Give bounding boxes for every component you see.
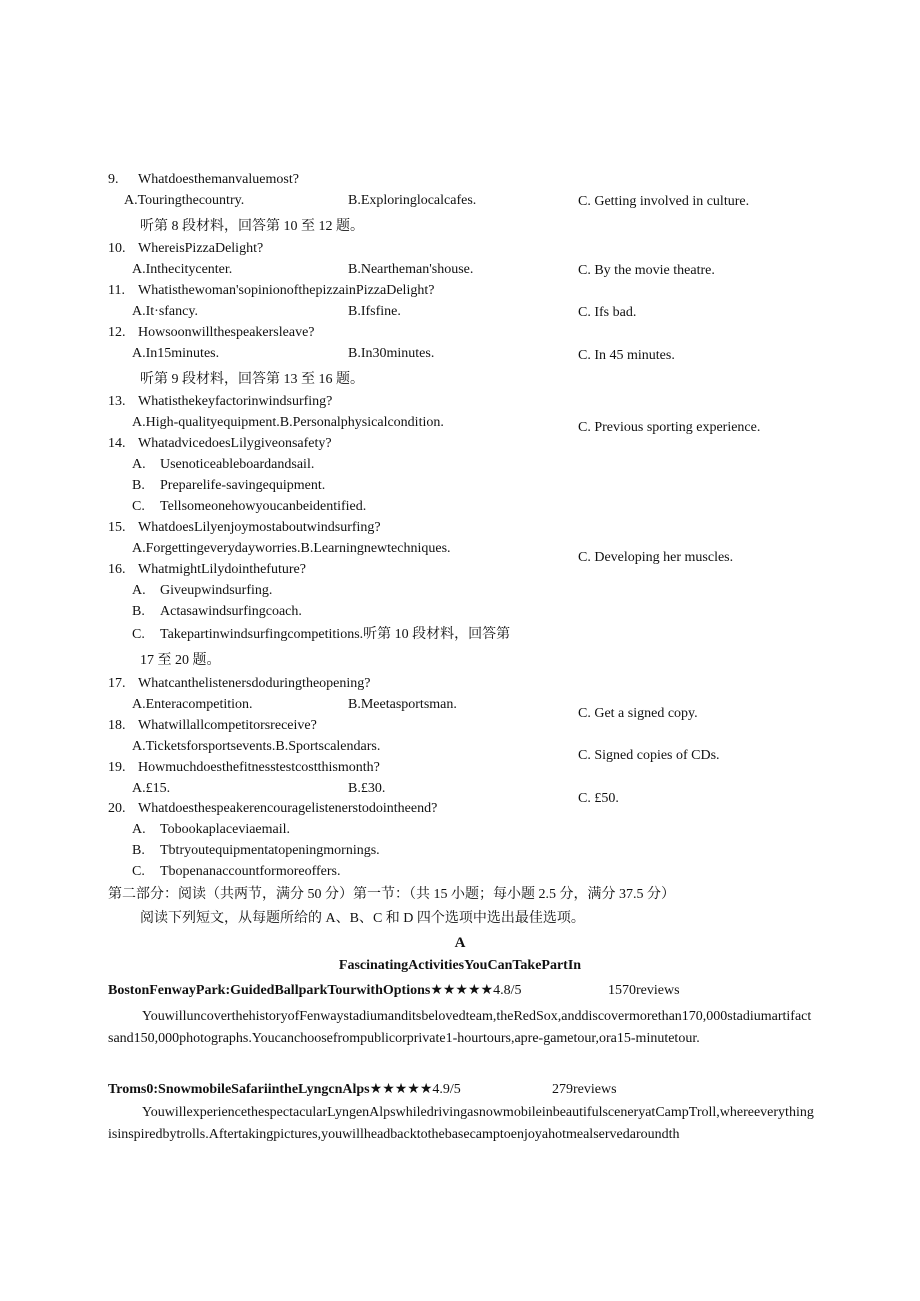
tour-title: BostonFenwayPark:GuidedBallparkTourwithOptions: [108, 983, 431, 998]
option-ab: A.Ticketsforsportsevents.B.Sportscalendars.: [132, 739, 381, 754]
question-stem: 11. Whatisthewoman'sopinionofthepizzainPizzaDelight?: [108, 283, 435, 298]
option-c: C. Previous sporting experience.: [578, 420, 761, 435]
passage-title: FascinatingActivitiesYouCanTakePartIn: [338, 958, 582, 973]
option-c: C. £50.: [578, 791, 619, 806]
question-stem: 17. Whatcanthelistenersdoduringtheopening?: [108, 676, 371, 691]
tour-header: [108, 982, 521, 1000]
passage-letter: A: [454, 935, 466, 951]
option-b: B.Exploringlocalcafes.: [348, 193, 477, 208]
question-stem: 20. Whatdoesthespeakerencouragelistenerstodointheend?: [108, 801, 438, 816]
section-instruction: 听第 9 段材料，回答第 13 至 16 题。: [140, 372, 364, 387]
option-a: A. Giveupwindsurfing.: [132, 583, 273, 598]
question-stem: 13. Whatisthekeyfactorinwindsurfing?: [108, 394, 333, 409]
review-count: 1570reviews: [608, 983, 680, 998]
option-c: C. By the movie theatre.: [578, 263, 715, 278]
option-a: A.It·sfancy.: [132, 304, 198, 319]
star-rating-icon: ★★★★★: [369, 1082, 433, 1097]
question-stem: 15. WhatdoesLilyenjoymostaboutwindsurfing?: [108, 520, 381, 535]
option-c: C. Get a signed copy.: [578, 706, 698, 721]
option-a: A.Enteracompetition.: [132, 697, 253, 712]
option-b: B.£30.: [348, 781, 386, 796]
question-stem: 10. WhereisPizzaDelight?: [108, 241, 264, 256]
option-b: B. Tbtryoutequipmentatopeningmornings.: [132, 843, 380, 858]
review-count: 279reviews: [552, 1082, 617, 1097]
question-stem: 18. Whatwillallcompetitorsreceive?: [108, 718, 317, 733]
question-stem: 19. Howmuchdoesthefitnesstestcostthismonth?: [108, 760, 380, 775]
rating-value: 4.9/5: [432, 1082, 461, 1097]
option-c: C. Tellsomeonehowyoucanbeidentified.: [132, 499, 367, 514]
question-stem: 16. WhatmightLilydointhefuture?: [108, 562, 306, 577]
question-stem: 12. Howsoonwillthespeakersleave?: [108, 325, 315, 340]
tour-header: [108, 1081, 461, 1099]
option-ab: A.Forgettingeverydayworries.B.Learningnewtechniques.: [132, 541, 451, 556]
part-instruction: 阅读下列短文，从每题所给的 A、B、C 和 D 四个选项中选出最佳选项。: [140, 911, 585, 926]
option-b: B.Neartheman'shouse.: [348, 262, 474, 277]
option-c: C. Signed copies of CDs.: [578, 748, 720, 763]
rating-value: 4.8/5: [493, 983, 522, 998]
section-instruction-cont: 17 至 20 题。: [140, 653, 221, 668]
tour-title: Troms0:SnowmobileSafariintheLyngcnAlps: [108, 1082, 370, 1097]
option-a: A.£15.: [132, 781, 171, 796]
option-c: C. Takepartinwindsurfingcompetitions.听第 10 段材料，回答第: [132, 627, 511, 642]
option-b: B. Preparelife-savingequipment.: [132, 478, 326, 493]
option-c: C. In 45 minutes.: [578, 348, 675, 363]
option-c: C. Developing her muscles.: [578, 550, 734, 565]
question-stem: 14. WhatadvicedoesLilygiveonsafety?: [108, 436, 332, 451]
option-b: B.In30minutes.: [348, 346, 435, 361]
star-rating-icon: ★★★★★: [430, 983, 494, 998]
option-b: B.Ifsfine.: [348, 304, 401, 319]
option-a: A. Tobookaplaceviaemail.: [132, 822, 291, 837]
option-b: B.Meetasportsman.: [348, 697, 457, 712]
option-c: C. Ifs bad.: [578, 305, 637, 320]
tour-description: YouwillexperiencethespectacularLyngenAlpswhiledrivingasnowmobileinbeautifulsceneryatCampTroll,whereeverythingisinspiredbytrolls.Aftertakingpictures,youwillheadbacktothebasecamptoenjoyahotmealservedaroundth: [108, 1105, 814, 1142]
option-a: A. Usenoticeableboardandsail.: [132, 457, 315, 472]
option-c: C. Getting involved in culture.: [578, 194, 750, 209]
option-c: C. Tbopenanaccountformoreoffers.: [132, 864, 341, 879]
option-ab: A.High-qualityequipment.B.Personalphysicalcondition.: [132, 415, 444, 430]
section-instruction: 听第 8 段材料，回答第 10 至 12 题。: [140, 219, 364, 234]
option-a: A.In15minutes.: [132, 346, 220, 361]
option-a: A.Inthecitycenter.: [132, 262, 233, 277]
option-a: A.Touringthecountry.: [124, 193, 245, 208]
option-b: B. Actasawindsurfingcoach.: [132, 604, 302, 619]
part-heading: 第二部分：阅读（共两节，满分 50 分）第一节：（共 15 小题；每小题 2.5 分，满分 37.5 分）: [108, 887, 675, 902]
section-instruction: 听第 10 段材料，回答第: [363, 627, 511, 642]
tour-description: YouwilluncoverthehistoryofFenwaystadiumanditsbelovedteam,theRedSox,anddiscovermorethan170,000stadiumartifactsand150,000photographs.Youcanchoosefrompublicorprivate1-hourtours,apre-gametour,ora15-minutetour.: [108, 1009, 812, 1046]
question-stem: 9. Whatdoesthemanvaluemost?: [108, 172, 299, 187]
